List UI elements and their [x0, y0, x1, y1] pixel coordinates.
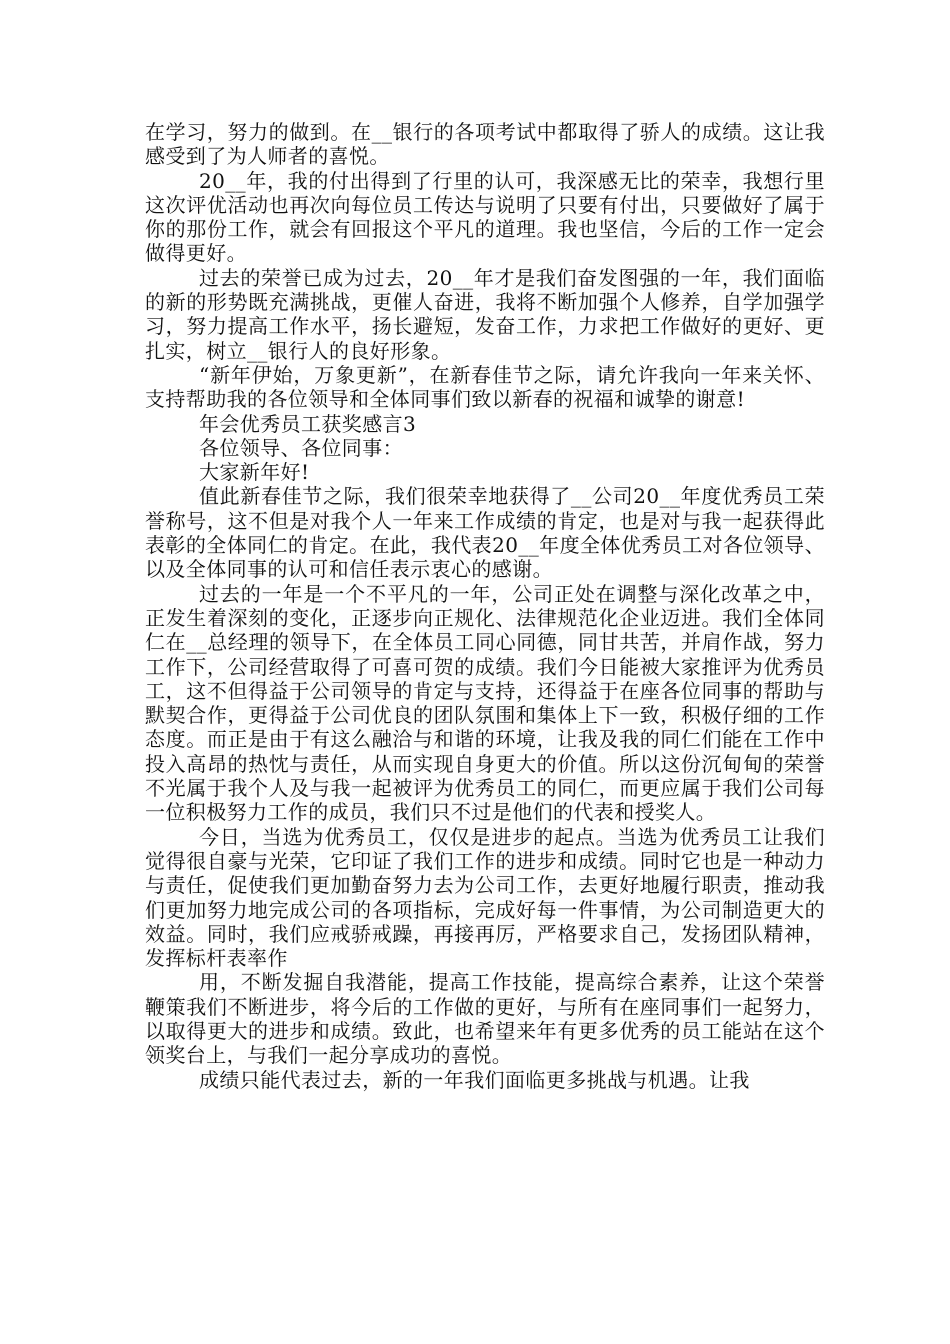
greeting: 大家新年好! [199, 460, 310, 485]
paragraph: 成绩只能代表过去，新的一年我们面临更多挑战与机遇。让我 [199, 1067, 750, 1092]
section-title: 年会优秀员工获奖感言3 [199, 411, 417, 436]
salutation: 各位领导、各位同事： [199, 435, 403, 460]
paragraph-continuation: 在学习，努力的做到。在__银行的各项考试中都取得了骄人的成绩。这让我感受到了为人师者的喜悦。 [145, 120, 825, 169]
paragraph: 用，不断发掘自我潜能，提高工作技能，提高综合素养，让这个荣誉鞭策我们不断进步，将今后的工作做的更好，与所有在座同事们一起努力，以取得更大的进步和成绩。致此，也希望来年有更多优秀的员工能站在这个领奖台上，与我们一起分享成功的喜悦。 [145, 970, 825, 1068]
paragraph: 过去的一年是一个不平凡的一年，公司正处在调整与深化改革之中，正发生着深刻的变化，正逐步向正规化、法律规范化企业迈进。我们全体同仁在__总经理的领导下，在全体员工同心同德，同甘共苦，并肩作战，努力工作下，公司经营取得了可喜可贺的成绩。我们今日能被大家推评为优秀员工，这不但得益于公司领导的肯定与支持，还得益于在座各位同事的帮助与默契合作，更得益于公司优良的团队氛围和集体上下一致，积极仔细的工作态度。而正是由于有这么融洽与和谐的环境，让我及我的同仁们能在工作中投入高昂的热忱与责任，从而实现自身更大的价值。所以这份沉甸甸的荣誉不光属于我个人及与我一起被评为优秀员工的同仁，而更应属于我们公司每一位积极努力工作的成员，我们只不过是他们的代表和授奖人。 [145, 581, 825, 825]
paragraph: 过去的荣誉已成为过去，20__年才是我们奋发图强的一年，我们面临的新的形势既充满挑战，更催人奋进，我将不断加强个人修养，自学加强学习，努力提高工作水平，扬长避短，发奋工作，力求把工作做好的更好、更扎实，树立__银行人的良好形象。 [145, 265, 825, 363]
paragraph: “新年伊始，万象更新”，在新春佳节之际，请允许我向一年来关怀、支持帮助我的各位领导和全体同事们致以新春的祝福和诚挚的谢意! [145, 362, 825, 412]
paragraph: 今日，当选为优秀员工，仅仅是进步的起点。当选为优秀员工让我们觉得很自豪与光荣，它印证了我们工作的进步和成绩。同时它也是一种动力与责任，促使我们更加勤奋努力去为公司工作，去更好地履行职责，推动我们更加努力地完成公司的各项指标，完成好每一件事情，为公司制造更大的效益。同时，我们应戒骄戒躁，再接再厉，严格要求自己，发扬团队精神，发挥标杆表率作 [145, 824, 825, 971]
paragraph: 20__年，我的付出得到了行里的认可，我深感无比的荣幸，我想行里这次评优活动也再次向每位员工传达与说明了只要有付出，只要做好了属于你的那份工作，就会有回报这个平凡的道理。我也坚信，今后的工作一定会做得更好。 [145, 168, 825, 266]
document-body [145, 120, 825, 1092]
paragraph: 值此新春佳节之际，我们很荣幸地获得了__公司20__年度优秀员工荣誉称号，这不但是对我个人一年来工作成绩的肯定，也是对与我一起获得此表彰的全体同仁的肯定。在此，我代表20__年度全体优秀员工对各位领导、以及全体同事的认可和信任表示衷心的感谢。 [145, 484, 825, 582]
